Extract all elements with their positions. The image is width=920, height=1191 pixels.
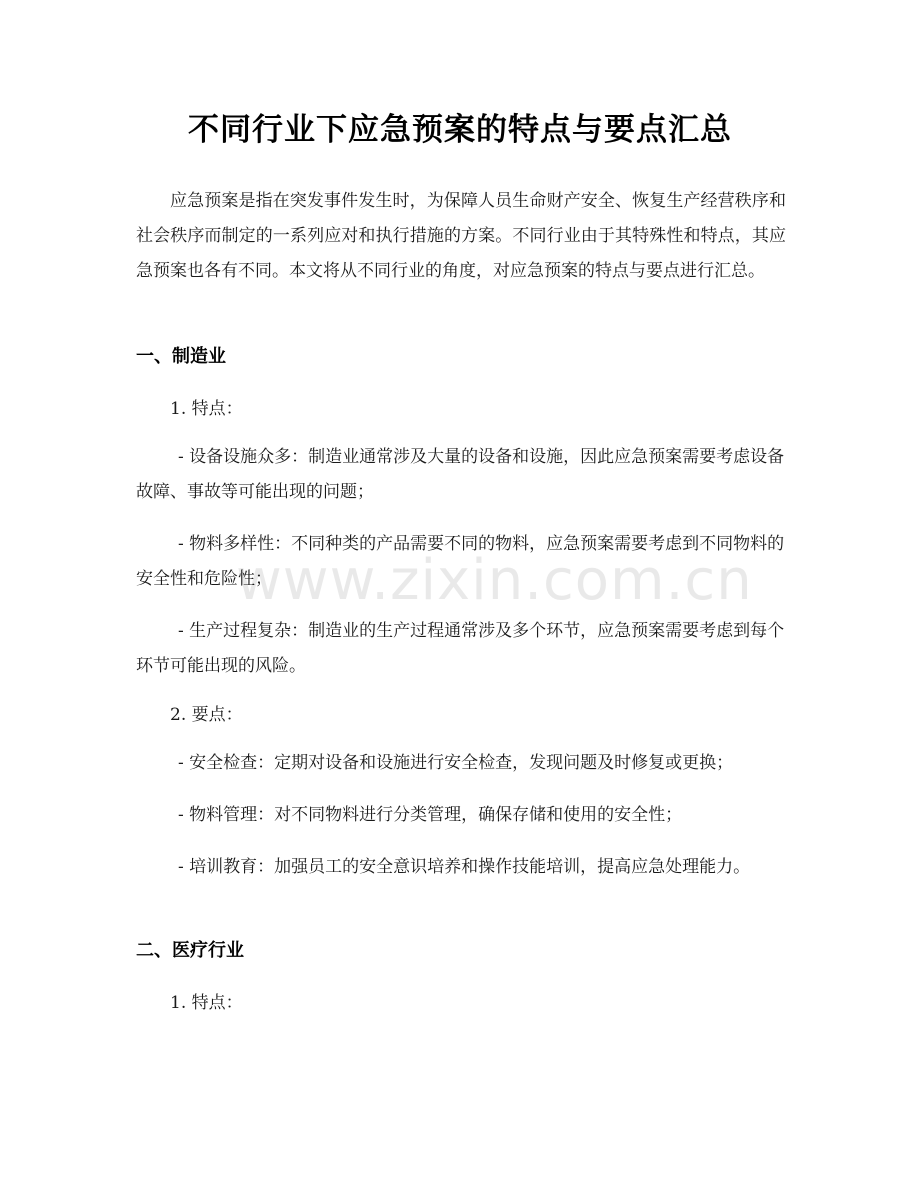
watermark: www.zixin.com.cn: [236, 548, 753, 613]
manufacturing-point-item: - 培训教育：加强员工的安全意识培养和操作技能培训，提高应急处理能力。: [178, 857, 751, 877]
manufacturing-feature-item: - 生产过程复杂：制造业的生产过程通常涉及多个环节，应急预案需要考虑到每个环节可能出现的风险。: [136, 621, 785, 676]
section-heading-manufacturing: 一、制造业: [136, 346, 226, 367]
manufacturing-feature-item: - 物料多样性：不同种类的产品需要不同的物料，应急预案需要考虑到不同物料的安全性和危险性；: [136, 534, 785, 589]
medical-features-label: 1. 特点：: [170, 993, 243, 1013]
manufacturing-point-item: - 安全检查：定期对设备和设施进行安全检查，发现问题及时修复或更换；: [178, 753, 734, 773]
manufacturing-points-label: 2. 要点：: [170, 705, 243, 725]
manufacturing-features-label: 1. 特点：: [170, 399, 243, 419]
manufacturing-feature-item: - 设备设施众多：制造业通常涉及大量的设备和设施，因此应急预案需要考虑设备故障、事故等可能出现的问题；: [136, 447, 785, 502]
intro-paragraph: 应急预案是指在突发事件发生时，为保障人员生命财产安全、恢复生产经营秩序和社会秩序而制定的一系列应对和执行措施的方案。不同行业由于其特殊性和特点，其应急预案也各有不同。本文将从不同行业的角度，对应急预案的特点与要点进行汇总。: [136, 191, 786, 281]
manufacturing-point-item: - 物料管理：对不同物料进行分类管理，确保存储和使用的安全性；: [178, 805, 683, 825]
section-heading-medical: 二、医疗行业: [136, 940, 244, 961]
document-title: 不同行业下应急预案的特点与要点汇总: [188, 112, 732, 148]
